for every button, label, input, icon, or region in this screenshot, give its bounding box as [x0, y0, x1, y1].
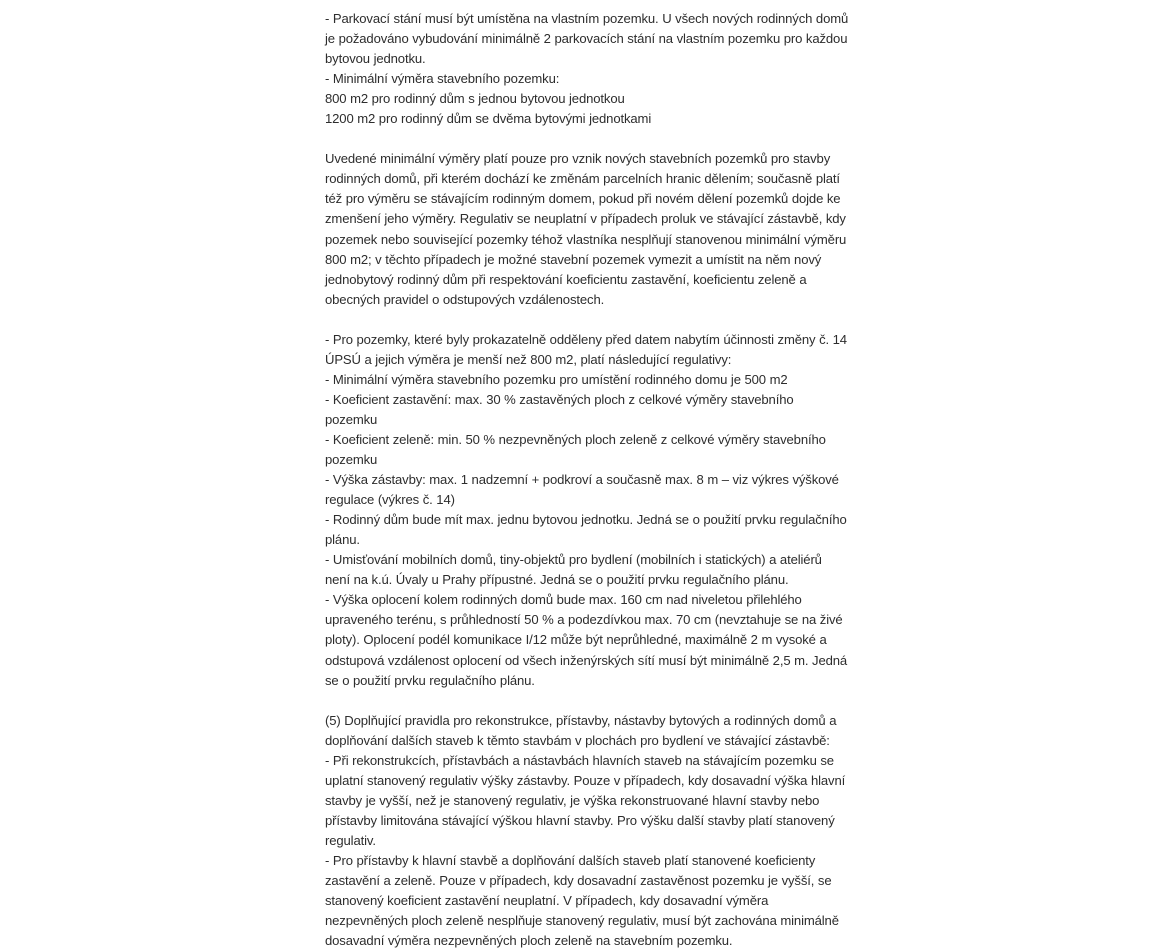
paragraph-section-5-reconstruction-rules: (5) Doplňující pravidla pro rekonstrukce, přístavby, nástavby bytových a rodinných domů a doplňování dalších staveb k těmto stavbám v plochách pro bydlení ve stávající zástavbě: - Při rekonstrukcích, přístavbách a nástavbách hlavních staveb na stávajícím pozemku se uplatní stanovený regulativ výšky zástavby. Pouze v případech, kdy dosavadní výška hlavní stavby je vyšší, než je stanovený regulativ, je výška rekonstruované hlavní stavby nebo přístavby limitována stávající výškou hlavní stavby. Pro výšku další stavby platí stanovený regulativ. - Pro přístavby k hlavní stavbě a doplňování dalších staveb platí stanovené koeficienty zastavění a zeleně. Pouze v případech, kdy dosavadní zastavěnost pozemku je vyšší, se stanovený koeficient zastavění neuplatní. V případech, kdy dosavadní výměra nezpevněných ploch zeleně nesplňuje stanovený regulativ, musí být zachována minimálně dosavadní výměra nezpevněných ploch zeleně na stavebním pozemku.	[325, 712, 846, 949]
paragraph-minimum-area-rules: Uvedené minimální výměry platí pouze pro vznik nových stavebních pozemků pro stavby rodinných domů, při kterém dochází ke změnám parcelních hranic dělením; současně platí též pro výměru se stávajícím rodinným domem, pokud při novém dělení pozemků dojde ke zmenšení jeho výměry. Regulativ se neuplatní v případech proluk ve stávající zástavbě, kdy pozemek nebo související pozemky téhož vlastníka nesplňují stanovenou minimální výměru 800 m2; v těchto případech je možné stavební pozemek vymezit a umístit na něm nový jednobytový rodinný dům při respektování koeficientu zastavění, koeficientu zeleně a obecných pravidel o odstupových vzdálenostech.	[325, 151, 847, 307]
paragraph-pre-existing-lots-regulations: - Pro pozemky, které byly prokazatelně odděleny před datem nabytím účinnosti změny č. 14 ÚPSÚ a jejich výměra je menší než 800 m2, platí následující regulativy: - Minimální výměra stavebního pozemku pro umístění rodinného domu je 500 m2 - Koeficient zastavění: max. 30 % zastavěných ploch z celkové výměry stavebního pozemku - Koeficient zeleně: min. 50 % nezpevněných ploch zeleně z celkové výměry stavebního pozemku - Výška zástavby: max. 1 nadzemní + podkroví a současně max. 8 m – viz výkres výškové regulace (výkres č. 14) - Rodinný dům bude mít max. jednu bytovou jednotku. Jedná se o použití prvku regulačního plánu. - Umisťování mobilních domů, tiny-objektů pro bydlení (mobilních i statických) a ateliérů není na k.ú. Úvaly u Prahy přípustné. Jedná se o použití prvku regulačního plánu. - Výška oplocení kolem rodinných domů bude max. 160 cm nad niveletou přilehlého upraveného terénu, s průhledností 50 % a podezdívkou max. 70 cm (nevztahuje se na živé ploty). Oplocení podél komunikace I/12 může být neprůhledné, maximálně 2 m vysoké a odstupová vzdálenost oplocení od všech inženýrských sítí musí být minimálně 2,5 m. Jedná se o použití prvku regulačního plánu.	[325, 331, 848, 688]
paragraph-parking-and-lot-size: - Parkovací stání musí být umístěna na vlastním pozemku. U všech nových rodinných domů je požadováno vybudování minimálně 2 parkovacích stání na vlastním pozemku pro každou bytovou jednotku. - Minimální výměra stavebního pozemku: 800 m2 pro rodinný dům s jednou bytovou jednotkou 1200 m2 pro rodinný dům se dvěma bytovými jednotkami	[325, 11, 849, 127]
document-text-body	[325, 9, 849, 951]
